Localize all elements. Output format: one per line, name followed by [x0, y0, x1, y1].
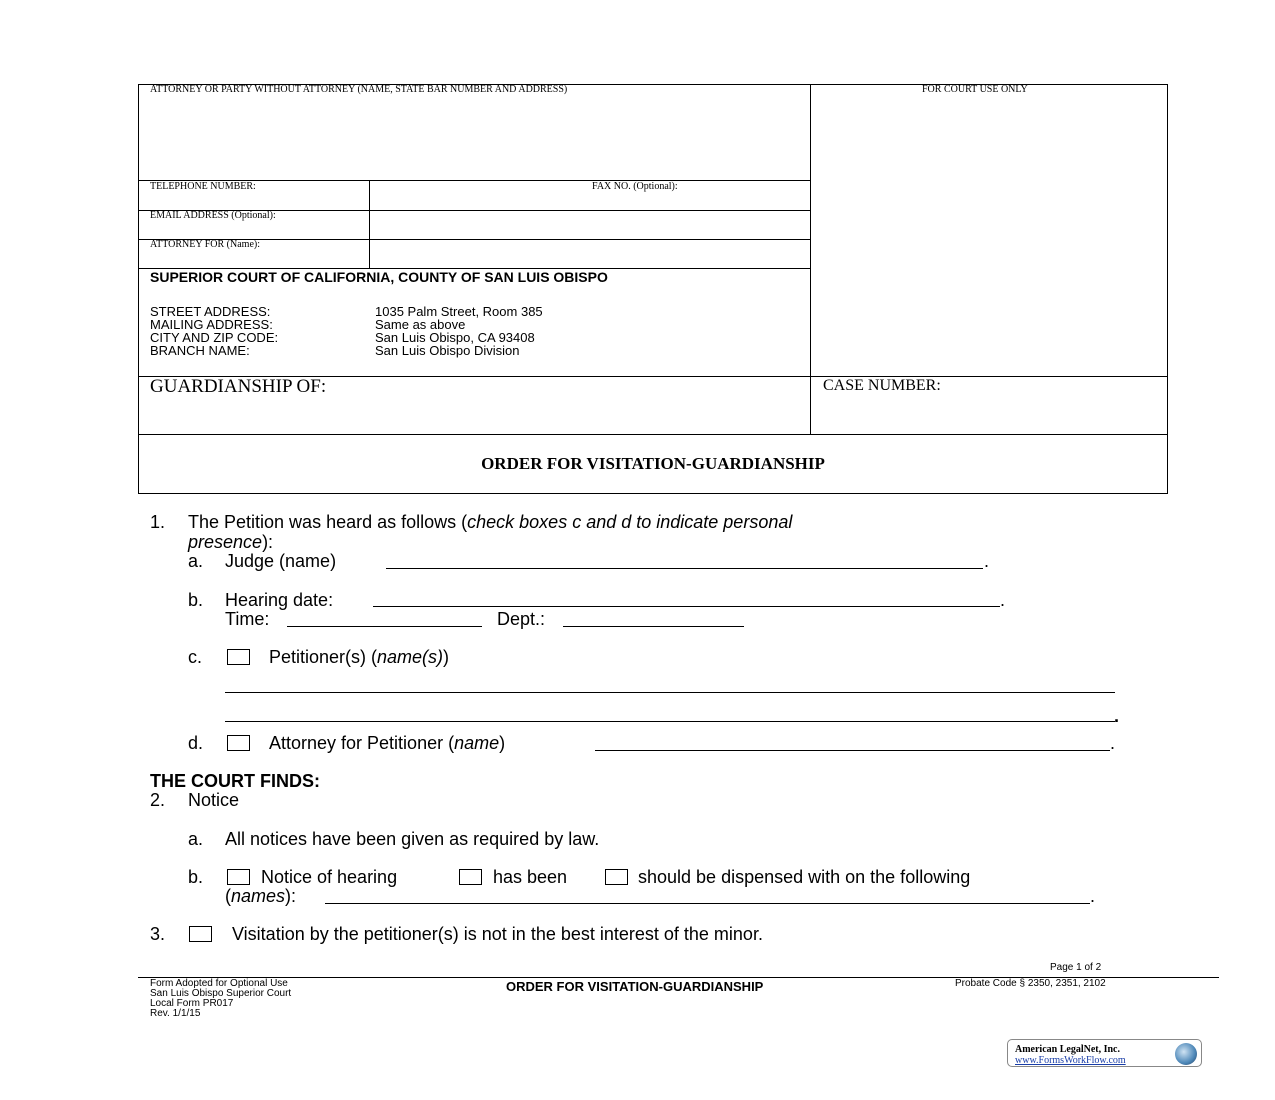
address-block [150, 305, 543, 357]
period: . [1000, 590, 1006, 610]
american-legalnet-logo[interactable] [1007, 1039, 1202, 1067]
hearing-date-line[interactable] [373, 606, 1000, 607]
fax-label: FAX NO. (Optional): [592, 181, 678, 192]
guardianship-label: GUARDIANSHIP OF: [150, 376, 327, 397]
names-label: (names): [225, 886, 297, 906]
telephone-label: TELEPHONE NUMBER: [150, 181, 256, 192]
item-a-label: a. [188, 551, 204, 571]
court-finds-heading: THE COURT FINDS: [150, 771, 320, 791]
item-d-label: d. [188, 733, 204, 753]
item-3-number: 3. [150, 924, 166, 944]
time-line[interactable] [287, 626, 482, 627]
footer-line: Local Form PR017 [150, 998, 234, 1009]
case-number-label: CASE NUMBER: [823, 377, 941, 394]
item-1-text: The Petition was heard as follows (check boxes c and d to indicate personal [188, 512, 793, 532]
footer-title: ORDER FOR VISITATION-GUARDIANSHIP [506, 979, 764, 994]
period: . [1090, 886, 1096, 906]
address-label: MAILING ADDRESS: [150, 317, 273, 332]
court-name: SUPERIOR COURT OF CALIFORNIA, COUNTY OF SAN LUIS OBISPO [150, 269, 608, 285]
court-use-label: FOR COURT USE ONLY [922, 84, 1028, 95]
item-2a-text: All notices have been given as required by law. [225, 829, 600, 849]
period: . [1110, 733, 1116, 753]
judge-name-line[interactable] [386, 568, 983, 569]
item-2b-label: b. [188, 867, 204, 887]
page-number: Page 1 of 2 [1050, 962, 1102, 973]
address-label: STREET ADDRESS: [150, 304, 271, 319]
globe-icon [1175, 1043, 1197, 1065]
attorney-name-line[interactable] [595, 750, 1110, 751]
attorney-checkbox[interactable] [227, 735, 250, 751]
address-label: CITY AND ZIP CODE: [150, 330, 279, 345]
petitioner-checkbox[interactable] [227, 649, 250, 665]
item-c-label: c. [188, 647, 203, 667]
form-title: ORDER FOR VISITATION-GUARDIANSHIP [481, 454, 825, 473]
item-2-number: 2. [150, 790, 166, 810]
period: . [1114, 706, 1120, 726]
address-value: 1035 Palm Street, Room 385 [375, 304, 543, 319]
item-2a-label: a. [188, 829, 204, 849]
dispensed-checkbox[interactable] [605, 869, 628, 885]
attorney-label: ATTORNEY OR PARTY WITHOUT ATTORNEY (NAME, STATE BAR NUMBER AND ADDRESS) [150, 84, 568, 95]
judge-label: Judge (name) [225, 551, 337, 571]
logo-company-name: American LegalNet, Inc. [1015, 1044, 1120, 1055]
footer-line: Form Adopted for Optional Use [150, 978, 288, 989]
footer-line: San Luis Obispo Superior Court [150, 988, 292, 999]
hearing-date-label: Hearing date: [225, 590, 334, 610]
address-label: BRANCH NAME: [150, 343, 250, 358]
time-label: Time: [225, 609, 270, 629]
has-been-checkbox[interactable] [459, 869, 482, 885]
email-label: EMAIL ADDRESS (Optional): [150, 210, 276, 221]
code-reference: Probate Code § 2350, 2351, 2102 [955, 978, 1106, 989]
attorney-for-label: ATTORNEY FOR (Name): [150, 239, 260, 250]
dept-label: Dept.: [497, 609, 546, 629]
item-2-text: Notice [188, 790, 240, 810]
notice-hearing-label: Notice of hearing [261, 867, 398, 887]
item-1-text-cont: presence): [188, 532, 274, 552]
attorney-petitioner-label: Attorney for Petitioner (name) [269, 733, 506, 753]
address-value: San Luis Obispo Division [375, 343, 520, 358]
notice-hearing-checkbox[interactable] [227, 869, 250, 885]
footer-left [150, 979, 291, 1019]
visitation-checkbox[interactable] [189, 926, 212, 942]
petitioner-name-line-1[interactable] [225, 692, 1115, 693]
item-b-label: b. [188, 590, 204, 610]
names-line[interactable] [325, 903, 1090, 904]
item-1-number: 1. [150, 512, 166, 532]
has-been-label: has been [493, 867, 568, 887]
footer-line: Rev. 1/1/15 [150, 1008, 201, 1019]
address-value: Same as above [375, 317, 466, 332]
petitioner-label: Petitioner(s) (name(s)) [269, 647, 450, 667]
address-value: San Luis Obispo, CA 93408 [375, 330, 535, 345]
item-3-text: Visitation by the petitioner(s) is not in the best interest of the minor. [232, 924, 763, 944]
dept-line[interactable] [563, 626, 744, 627]
logo-url-link[interactable]: www.FormsWorkFlow.com [1015, 1055, 1126, 1066]
dispensed-label: should be dispensed with on the following [638, 867, 971, 887]
petitioner-name-line-2[interactable] [225, 721, 1115, 722]
period: . [984, 551, 990, 571]
